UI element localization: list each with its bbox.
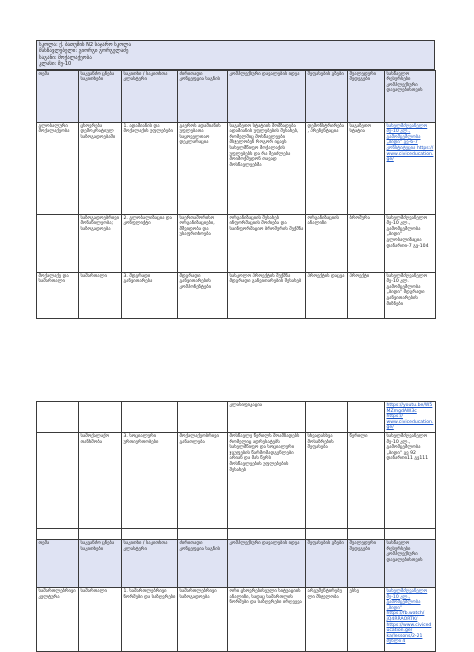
theme-cell	[37, 402, 79, 433]
table-row	[37, 272, 436, 318]
topic-cell: 1. სამართლებრივი ნორმები და საზღვრები	[122, 587, 178, 651]
column-header: საკვანძო ცნება საკითხები	[79, 539, 122, 587]
topic-cell: 3. მდგრადი განვითარება	[122, 272, 178, 318]
topic-cell: 1. ადამიანის და მოქალაქის უფლებები	[122, 122, 178, 214]
core-idea-cell: საერთაშორისო ორგანიზაციები, მშვიდობა და უსაფრთხოება	[178, 214, 228, 272]
core-idea-cell: სამართლებრივი საზოგადოება	[178, 587, 228, 651]
theme-cell: სამართლებრივი კულტურა	[37, 587, 79, 651]
resources-cell: სახელმძღვანელო მე-10 კლ., გამომცემლობა „ბიდი“ გლობალიზაცია დანართი-7 გვ-104	[385, 214, 436, 272]
task-idea-cell: მოსწავლე წერილს მოამზადებს რომელიც ადრესატებს სახელმწიფო და სოციალური ჯგუფების წარმომადგენლები არიან და მას წერს მოსწავლეების უფლებების შესახებ	[228, 432, 306, 528]
task-idea-cell: კლასიფიკაცია	[228, 402, 306, 433]
curriculum-table-page-2	[36, 401, 436, 652]
empty-cell	[385, 528, 436, 539]
assessment-cell: არგუმენტირებული მსჯელობა	[306, 587, 348, 651]
table-row	[37, 432, 436, 528]
theme-cell	[37, 214, 79, 272]
column-header: საკვანძო ცნება საკითხები	[79, 70, 122, 122]
topic-cell: 3. სოციალური ურთიერთობები	[122, 432, 178, 528]
table-header-row	[37, 70, 436, 122]
column-header: სასწავლო რესურსები კომპლექსური დავალებისთვის	[385, 70, 436, 122]
assessment-cell: სხვადასხვა მოსაზრების შეფასება	[306, 432, 348, 528]
outcome-cell	[348, 402, 385, 433]
concept-cell	[79, 402, 122, 433]
column-header: შეფასების გზები	[306, 539, 348, 587]
resources-cell: სახელმძღვანელო მე-10 კლ., გამომცემლობა „ბიდი“ გვ 92 დანართი11 გვ111	[385, 432, 436, 528]
empty-cell	[348, 528, 385, 539]
column-header: კომპლექსური დავალების იდეა	[228, 70, 306, 122]
concept-cell: საზოგადოებრივი მონაწილეობა; საზოგადოება	[79, 214, 122, 272]
assessment-cell: დემონსტრირება, პრეზენტაცია	[306, 122, 348, 214]
column-header: შეფასების გზები	[306, 70, 348, 122]
theme-cell: გლობალური მოქალაქეობა	[37, 122, 79, 214]
resources-cell: სახელმძღვანელო მე-10 კლ. გამომცემლობა „ბიდი“ მდგრადი განვითარების მიზნები	[385, 272, 436, 318]
column-header: ძირითადი კონცეფცია საგნის	[178, 539, 228, 587]
outcome-cell: საგაზეთო სტატია	[348, 122, 385, 214]
outcome-cell: პროექტი	[348, 272, 385, 318]
core-idea-cell	[178, 402, 228, 433]
outcome-cell: ესსე	[348, 587, 385, 651]
resources-cell[interactable]: https://youtu.be/W5MZmgdAW3c https:// www.civiceducation.ge/	[385, 402, 436, 433]
concept-cell: სამართალი	[79, 587, 122, 651]
column-header: თემა	[37, 539, 79, 587]
assessment-cell	[306, 402, 348, 433]
task-idea-cell: სასკოლო პროექტის შექმნა მდგრადი განვითარების შესახებ	[228, 272, 306, 318]
school-line: სკოლა: ქ. ბათუმის N2 საჯარო სკოლა	[39, 42, 132, 48]
core-idea-cell: გაეროს ადამიანის უფლებათა საყოველთაო დეკლარაცია	[178, 122, 228, 214]
column-header: შუალედური შედეგები	[348, 539, 385, 587]
table-row	[37, 587, 436, 651]
outcome-cell: ბროშურა	[348, 214, 385, 272]
table-row	[37, 528, 436, 539]
empty-cell	[37, 528, 79, 539]
plan-header	[36, 40, 435, 70]
concept-cell: სამოქალაქო თანხმობა	[79, 432, 122, 528]
document-page-1	[36, 40, 435, 319]
curriculum-table-page-1	[36, 70, 436, 319]
subject-line: საგანი: მოქალაქეობა	[39, 54, 92, 61]
assessment-cell: ორგანიზაციის ანალიზი	[306, 214, 348, 272]
core-idea-cell: მდგრადი განვითარების კომპონენტები	[178, 272, 228, 318]
topic-cell: 2. გლობალიზაცია და კონფლიქტი	[122, 214, 178, 272]
topic-cell	[122, 402, 178, 433]
table-row	[37, 402, 436, 433]
concept-cell: ცხოვრება დემოკრატიულ საზოგადოებაში	[79, 122, 122, 214]
table-row	[37, 122, 436, 214]
concept-cell: სამართალი	[79, 272, 122, 318]
column-header: კომპლექსური დავალების იდეა	[228, 539, 306, 587]
task-idea-cell: ორი ცხოვრებისეული სიტუაციის ანალიზი, სადაც სამართლის ნორმები და საზღვრები ირღვევა	[228, 587, 306, 651]
grade-line: კლასი: მე-10	[39, 61, 72, 68]
theme-cell: მოქალაქე და სამართალი	[37, 272, 79, 318]
document-page-2	[36, 401, 435, 652]
task-idea-cell: საგაზეთო სტატიის მომზადება ადამიანის უფლებების შესახებ, რომელშიც მოსწავლეები მსჯელობენ როგორ იცავს სახელმწიფო მოქალაქის უფლებებს და რა შეიძლება მოიმოქმედონ თავად მოსწავლეებმა	[228, 122, 306, 214]
empty-cell	[306, 528, 348, 539]
empty-cell	[228, 528, 306, 539]
core-idea-cell: მოქალაქეობრივი განათლება	[178, 432, 228, 528]
column-header: სასწავლო რესურსები კომპლექსური დავალებისთვის	[385, 539, 436, 587]
theme-cell	[37, 432, 79, 528]
column-header: საკითხი / საკითხთა კლასტერი	[122, 539, 178, 587]
teacher-line: მასწავლებელი: გიორგი გორგელაძე	[39, 48, 129, 55]
column-header: თემა	[37, 70, 79, 122]
empty-cell	[178, 528, 228, 539]
column-header: შუალედური შედეგები	[348, 70, 385, 122]
table-row	[37, 214, 436, 272]
empty-cell	[122, 528, 178, 539]
resources-cell[interactable]: სახელმძღვანელო მე-10 კლ., გამომცემლობა „ბიდი“ https://fb.watch/ jQ4RRAORTK/ https://www.civiceducation.ge/ ka/lessons/2-21 მუხლი 4	[385, 587, 436, 651]
column-header: საკითხი / საკითხთა კლასტერი	[122, 70, 178, 122]
column-header: ძირითადი კონცეფცია საგნის	[178, 70, 228, 122]
outcome-cell: წერილი	[348, 432, 385, 528]
assessment-cell: პროექტის დაცვა	[306, 272, 348, 318]
table-header-row	[37, 539, 436, 587]
task-idea-cell: ორგანიზაციის შესახებ ინფორმაციის მოძიება და საინფორმაციო ბროშურის შექმნა	[228, 214, 306, 272]
resources-cell[interactable]: სახელმძღვანელო მე-10 კლ., გამომცემლობა „ბიდი“ გვ-6-7 კონსტიტუცია https:// www.civiceducation.ge/	[385, 122, 436, 214]
empty-cell	[79, 528, 122, 539]
